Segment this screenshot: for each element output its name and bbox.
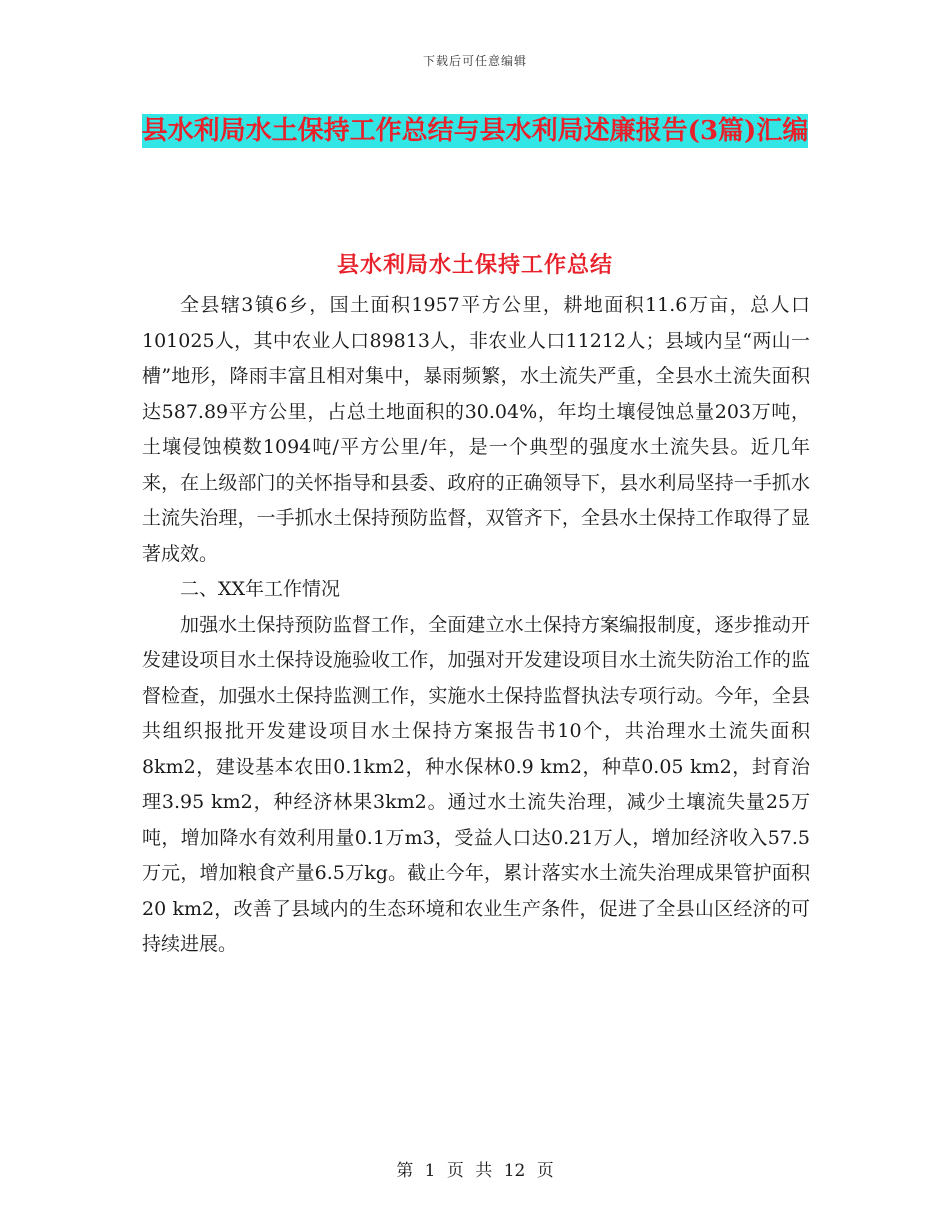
paragraph-heading-work-status: 二、XX年工作情况 bbox=[180, 578, 341, 600]
document-title bbox=[140, 108, 810, 154]
document-body bbox=[142, 288, 810, 963]
paragraph-overview: 全县辖3镇6乡，国土面积1957平方公里，耕地面积11.6万亩，总人口101025人，其中农业人口89813人，非农业人口11212人；县域内呈“两山一槽”地形，降雨丰富且相对集中，暴雨频繁，水土流失严重，全县水土流失面积达587.89平方公里，占总土地面积的30.04%，年均土壤侵蚀总量203万吨，土壤侵蚀模数1094吨/平方公里/年，是一个典型的强度水土流失县。近几年来，在上级部门的关怀指导和县委、政府的正确领导下，县水利局坚持一手抓水土流失治理，一手抓水土保持预防监督，双管齐下，全县水土保持工作取得了显著成效。 bbox=[142, 294, 810, 565]
document-title-text: 县水利局水土保持工作总结与县水利局述廉报告(3篇)汇编 bbox=[141, 116, 809, 146]
section-title: 县水利局水土保持工作总结 bbox=[336, 252, 613, 278]
header-note: 下载后可任意编辑 bbox=[422, 54, 527, 68]
page-footer: 第 1 页 共 12 页 bbox=[396, 1161, 554, 1181]
paragraph-work-details: 加强水土保持预防监督工作，全面建立水土保持方案编报制度，逐步推动开发建设项目水土保持设施验收工作，加强对开发建设项目水土流失防治工作的监督检查，加强水土保持监测工作，实施水土保持监督执法专项行动。今年，全县共组织报批开发建设项目水土保持方案报告书10个，共治理水土流失面积8km2，建设基本农田0.1km2，种水保林0.9 km2，种草0.05 km2，封育治理3.95 km2，种经济林果3km2。通过水土流失治理，减少土壤流失量25万吨，增加降水有效利用量0.1万m3，受益人口达0.21万人，增加经济收入57.5万元，增加粮食产量6.5万kg。截止今年，累计落实水土流失治理成果管护面积20 km2，改善了县域内的生态环境和农业生产条件，促进了全县山区经济的可持续进展。 bbox=[142, 613, 810, 955]
